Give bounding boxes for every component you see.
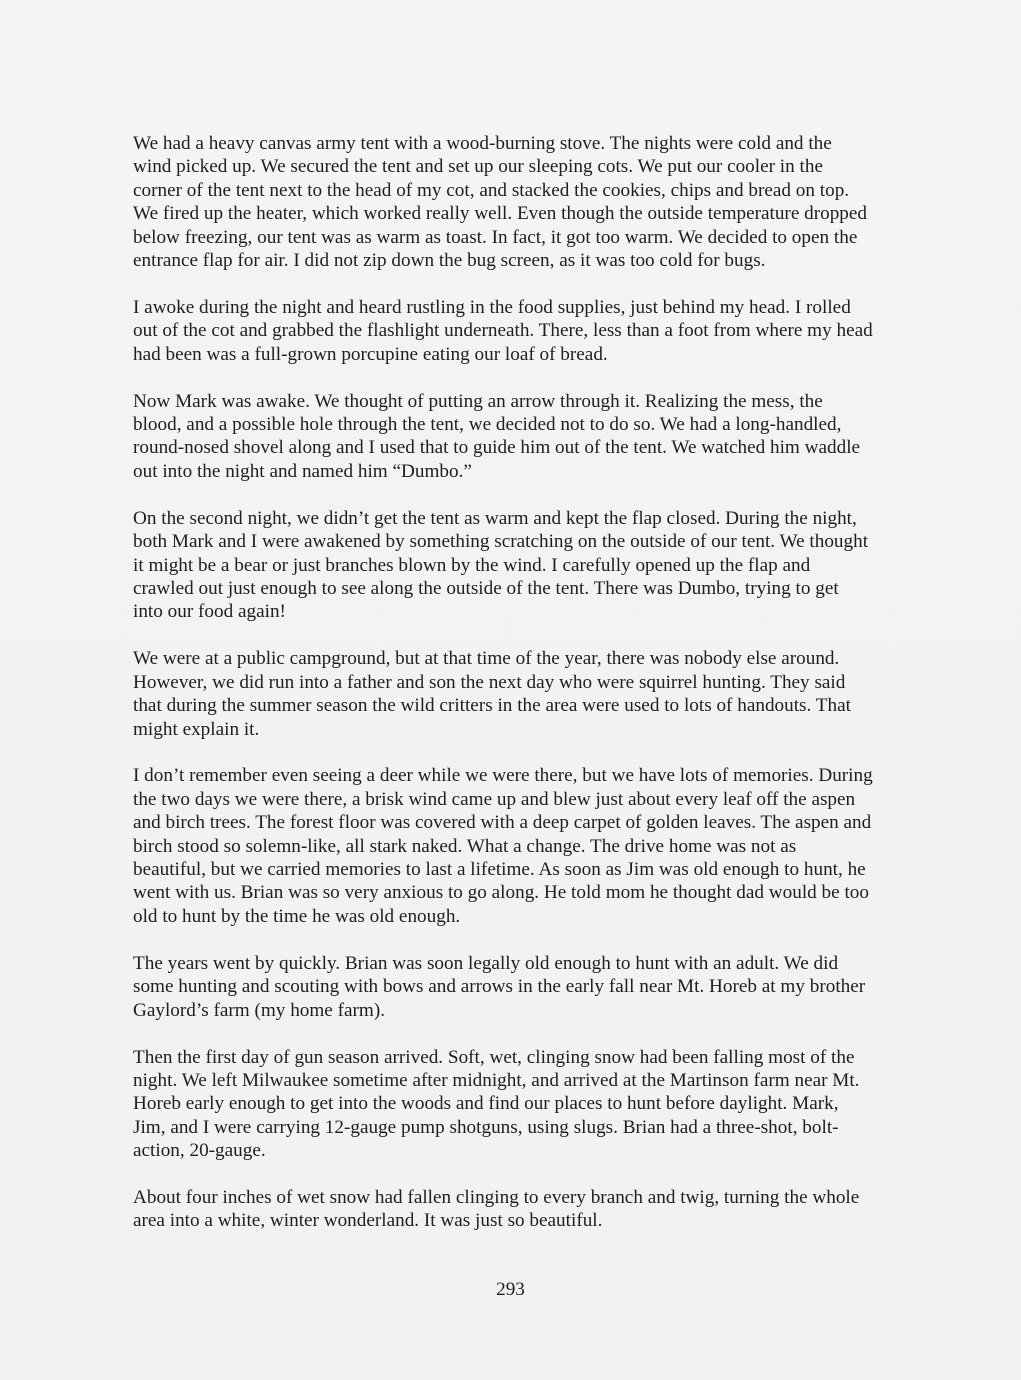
paragraph: We were at a public campground, but at that time of the year, there was nobody else around. However, we did run into a father and son the next day who were squirrel hunting. They said that during the summer season the wild critters in the area were used to lots of handouts. That might explain it. (133, 648, 851, 740)
paragraph: Then the first day of gun season arrived. Soft, wet, clinging snow had been falling most of the night. We left Milwaukee sometime after midnight, and arrived at the Martinson farm near Mt. Horeb early enough to get into the woods and find our places to hunt before daylight. Mark, Jim, and I were carrying 12-gauge pump shotguns, using slugs. Brian had a three-shot, bolt-action, 20-gauge. (133, 1046, 860, 1162)
paragraph: On the second night, we didn’t get the tent as warm and kept the flap closed. During the night, both Mark and I were awakened by something scratching on the outside of our tent. We thought it might be a bear or just branches blown by the wind. I carefully opened up the flap and crawled out just enough to see along the outside of the tent. There was Dumbo, trying to get into our food again! (133, 507, 869, 623)
paragraph: We had a heavy canvas army tent with a wood-burning stove. The nights were cold and the wind picked up. We secured the tent and set up our sleeping cots. We put our cooler in the corner of the tent next to the head of my cot, and stacked the cookies, chips and bread on top. We fired up the heater, which worked really well. Even though the outside temperature dropped below freezing, our tent was as warm as toast. In fact, it got too warm. We decided to open the entrance flap for air. I did not zip down the bug screen, as it was too cold for bugs. (133, 133, 868, 272)
page-number: 293 (496, 1279, 525, 1300)
paragraph: About four inches of wet snow had fallen clinging to every branch and twig, turning the whole area into a white, winter wonderland. It was just so beautiful. (133, 1187, 860, 1232)
paragraph: I don’t remember even seeing a deer while we were there, but we have lots of memories. During the two days we were there, a brisk wind came up and blew just about every leaf off the aspen and birch trees. The forest floor was covered with a deep carpet of golden leaves. The aspen and birch stood so solemn-like, all stark naked. What a change. The drive home was not as beautiful, but we carried memories to last a lifetime. As soon as Jim was old enough to hunt, he went with us. Brian was so very anxious to go along. He told mom he thought dad would be too old to hunt by the time he was old enough. (133, 765, 873, 927)
paragraph: I awoke during the night and heard rustling in the food supplies, just behind my head. I rolled out of the cot and grabbed the flashlight underneath. There, less than a foot from where my head had been was a full-grown porcupine eating our loaf of bread. (133, 296, 873, 365)
paragraph: The years went by quickly. Brian was soon legally old enough to hunt with an adult. We did some hunting and scouting with bows and arrows in the early fall near Mt. Horeb at my brother Gaylord’s farm (my home farm). (133, 952, 866, 1021)
page-body (133, 132, 873, 1233)
paragraph: Now Mark was awake. We thought of putting an arrow through it. Realizing the mess, the blood, and a possible hole through the tent, we decided not to do so. We had a long-handled, round-nosed shovel along and I used that to guide him out of the tent. We watched him waddle out into the night and named him “Dumbo.” (133, 390, 861, 482)
